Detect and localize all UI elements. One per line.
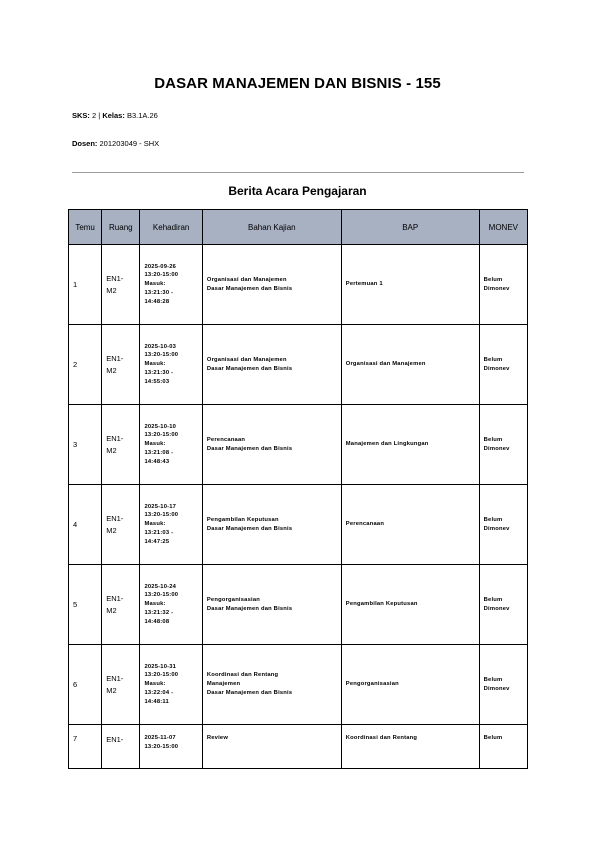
cell-kehadiran [140,645,202,725]
cell-ruang-line: EN1- [106,674,124,684]
cell-monev [479,325,527,405]
divider [72,172,524,173]
cell-temu: 5 [69,565,102,645]
cell-monev [479,565,527,645]
cell-monev-line: Belum [483,436,503,443]
cell-bap-line: Pengorganisasian [345,681,399,688]
cell-monev-line: Dimonev [483,685,510,692]
cell-kehadiran [140,405,202,485]
table-row [69,405,528,485]
dosen-value: 201203049 - SHX [99,139,160,148]
cell-bahan-kajian-line: Pengambilan Keputusan [206,516,279,523]
cell-monev-line: Belum [483,735,503,741]
cell-bap [341,405,479,485]
cell-bahan-kajian-line: Dasar Manajemen dan Bisnis [206,525,293,532]
cell-bahan-kajian [202,245,341,325]
cell-bap-line: Pengambilan Keputusan [345,601,418,608]
cell-bap-line: Pertemuan 1 [345,281,383,288]
cell-bahan-kajian-line: Organisasi dan Manajemen [206,356,287,363]
cell-ruang [102,405,140,485]
table-row [69,645,528,725]
cell-bahan-kajian-line: Dasar Manajemen dan Bisnis [206,365,293,372]
cell-kehadiran-line: 13:20-15:00 [144,272,179,279]
cell-kehadiran-line: 13:21:08 - [144,449,174,456]
cell-bap [341,645,479,725]
course-info [72,111,158,120]
cell-ruang-line: EN1- [106,594,124,604]
cell-bap-line: Perencanaan [345,521,385,528]
dosen-label: Dosen: [72,139,98,148]
col-bahan-kajian: Bahan Kajian [202,210,341,245]
cell-kehadiran-line: 13:20-15:00 [144,352,179,359]
cell-ruang [102,725,140,769]
cell-monev-line: Dimonev [483,445,510,452]
cell-kehadiran-line: 2025-11-07 [144,735,176,741]
cell-kehadiran-line: 2025-10-24 [144,583,177,590]
cell-kehadiran [140,325,202,405]
cell-ruang [102,565,140,645]
lecturer-info [72,139,159,148]
cell-bahan-kajian-line: Dasar Manajemen dan Bisnis [206,605,293,612]
cell-ruang-line: M2 [106,685,117,695]
sks-label: SKS: [72,111,90,120]
cell-ruang [102,645,140,725]
section-title: Berita Acara Pengajaran [228,184,367,198]
cell-bahan-kajian-line: Organisasi dan Manajemen [206,276,287,283]
cell-kehadiran [140,725,202,769]
col-monev: MONEV [479,210,527,245]
cell-ruang-line: EN1- [106,274,124,284]
cell-kehadiran-line: 14:48:11 [144,698,169,705]
cell-kehadiran-line: Masuk: [144,281,166,288]
cell-temu: 4 [69,485,102,565]
cell-monev [479,485,527,565]
cell-ruang-line: EN1- [106,434,124,444]
cell-kehadiran-line: 14:48:28 [144,298,170,305]
cell-monev-line: Belum [483,356,503,363]
cell-kehadiran-line: 13:21:32 - [144,609,174,616]
cell-monev-line: Belum [483,676,503,683]
cell-kehadiran-line: 13:20-15:00 [144,672,179,679]
cell-kehadiran-line: 2025-09-26 [144,263,177,270]
cell-bahan-kajian-line: Koordinasi dan Rentang [206,672,279,679]
cell-monev [479,645,527,725]
table-row [69,725,528,769]
cell-bahan-kajian-line: Dasar Manajemen dan Bisnis [206,689,293,696]
cell-monev-line: Belum [483,596,503,603]
table-row [69,325,528,405]
cell-kehadiran-line: 13:20-15:00 [144,512,179,519]
cell-bap [341,245,479,325]
cell-temu: 6 [69,645,102,725]
cell-bap [341,565,479,645]
cell-kehadiran-line: Masuk: [144,441,166,448]
cell-bahan-kajian-line: Dasar Manajemen dan Bisnis [206,445,293,452]
cell-bahan-kajian [202,325,341,405]
sks-value: 2 [92,111,97,120]
cell-ruang-line: M2 [106,525,117,535]
cell-kehadiran-line: Masuk: [144,521,166,528]
cell-kehadiran-line: 13:21:30 - [144,369,174,376]
cell-kehadiran-line: 2025-10-31 [144,663,177,670]
cell-bap-line: Koordinasi dan Rentang [345,735,418,741]
cell-bahan-kajian-line: Manajemen [206,681,241,688]
col-temu: Temu [69,210,102,245]
separator: | [98,111,101,120]
cell-kehadiran-line: 14:55:03 [144,378,170,385]
cell-kehadiran-line: 14:48:43 [144,458,170,465]
cell-kehadiran-line: Masuk: [144,361,166,368]
table-row [69,565,528,645]
cell-ruang-line: EN1- [106,354,124,364]
cell-bahan-kajian [202,645,341,725]
table-row [69,245,528,325]
cell-ruang [102,325,140,405]
cell-ruang-line: EN1- [106,735,124,744]
kelas-value: B3.1A.26 [126,111,158,120]
cell-ruang-line: M2 [106,605,117,615]
kelas-label: Kelas: [102,111,125,120]
col-kehadiran: Kehadiran [140,210,202,245]
cell-kehadiran [140,245,202,325]
cell-kehadiran-line: 13:20-15:00 [144,743,179,750]
cell-temu: 3 [69,405,102,485]
cell-bahan-kajian-line: Perencanaan [206,436,246,443]
cell-ruang-line: M2 [106,365,117,375]
cell-ruang [102,485,140,565]
cell-ruang-line: EN1- [106,514,124,524]
cell-monev-line: Dimonev [483,365,510,372]
cell-bap [341,725,479,769]
cell-bap [341,325,479,405]
cell-kehadiran [140,485,202,565]
cell-kehadiran-line: Masuk: [144,601,166,608]
cell-monev-line: Dimonev [483,285,510,292]
cell-ruang [102,245,140,325]
cell-temu: 2 [69,325,102,405]
col-ruang: Ruang [102,210,140,245]
cell-kehadiran [140,565,202,645]
table-row [69,485,528,565]
cell-kehadiran-line: 13:20-15:00 [144,432,179,439]
cell-bahan-kajian [202,565,341,645]
cell-bahan-kajian-line: Pengorganisasian [206,596,260,603]
cell-bap [341,485,479,565]
cell-monev-line: Belum [483,516,503,523]
table-header-row [69,210,528,245]
cell-monev [479,245,527,325]
cell-bap-line: Manajemen dan Lingkungan [345,441,429,448]
page-title: DASAR MANAJEMEN DAN BISNIS - 155 [154,75,441,92]
cell-kehadiran-line: 13:22:04 - [144,689,174,696]
cell-bahan-kajian-line: Dasar Manajemen dan Bisnis [206,285,293,292]
cell-kehadiran-line: Masuk: [144,681,166,688]
cell-kehadiran-line: 2025-10-17 [144,503,177,510]
cell-monev [479,405,527,485]
cell-monev-line: Dimonev [483,525,510,532]
cell-kehadiran-line: 13:21:03 - [144,529,174,536]
cell-monev [479,725,527,769]
cell-ruang-line: M2 [106,285,117,295]
cell-ruang-line: M2 [106,445,117,455]
cell-kehadiran-line: 2025-10-10 [144,423,177,430]
cell-temu: 1 [69,245,102,325]
cell-kehadiran-line: 14:48:08 [144,618,170,625]
teaching-log-table [68,209,528,769]
cell-bahan-kajian [202,405,341,485]
cell-kehadiran-line: 13:21:30 - [144,289,174,296]
cell-bahan-kajian [202,485,341,565]
cell-monev-line: Dimonev [483,605,510,612]
col-bap: BAP [341,210,479,245]
cell-kehadiran-line: 2025-10-03 [144,343,177,350]
cell-bahan-kajian [202,725,341,769]
cell-monev-line: Belum [483,276,503,283]
cell-temu: 7 [69,725,102,769]
cell-bahan-kajian-line: Review [206,735,229,741]
cell-kehadiran-line: 14:47:25 [144,538,170,545]
cell-bap-line: Organisasi dan Manajemen [345,361,426,368]
cell-kehadiran-line: 13:20-15:00 [144,592,179,599]
